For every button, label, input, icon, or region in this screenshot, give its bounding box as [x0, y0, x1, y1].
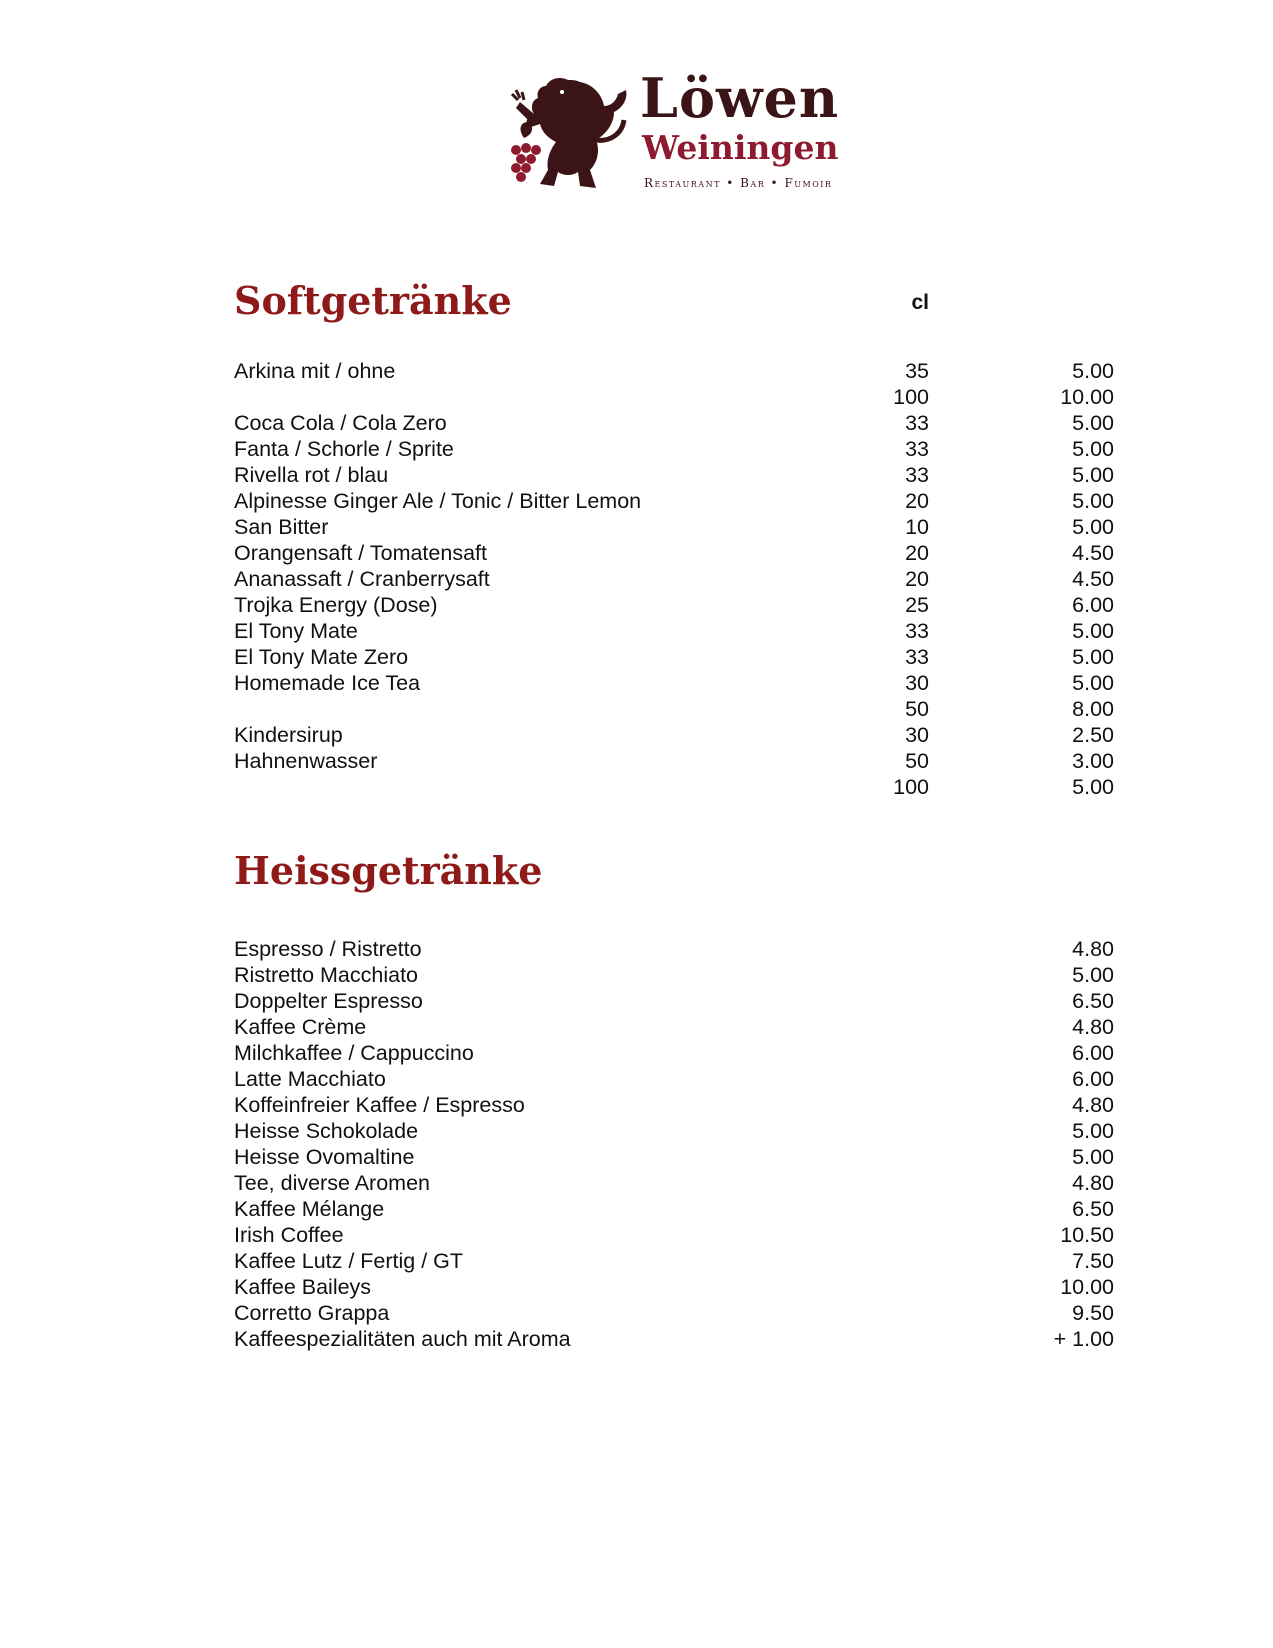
menu-row — [234, 1248, 1114, 1274]
item-name: Ristretto Macchiato — [234, 963, 419, 987]
item-price: 4.80 — [1072, 1171, 1114, 1195]
item-price: 3.00 — [1072, 749, 1114, 773]
menu-row — [234, 1170, 1114, 1196]
item-name: Irish Coffee — [234, 1223, 344, 1247]
item-price: 4.50 — [1072, 541, 1114, 565]
item-price: + 1.00 — [1053, 1327, 1114, 1351]
item-name: San Bitter — [234, 515, 329, 539]
menu-row — [234, 644, 1114, 670]
item-price: 6.50 — [1072, 1197, 1114, 1221]
item-name: Tee, diverse Aromen — [234, 1171, 430, 1195]
item-name: Alpinesse Ginger Ale / Tonic / Bitter Lemon — [234, 489, 642, 513]
item-size: 20 — [905, 541, 929, 565]
menu-row — [234, 618, 1114, 644]
item-price: 7.50 — [1072, 1249, 1114, 1273]
logo-subtitle: Weiningen — [642, 128, 839, 167]
item-size: 33 — [905, 619, 929, 643]
item-price: 4.80 — [1072, 1093, 1114, 1117]
menu-row — [234, 358, 1114, 384]
item-name: Milchkaffee / Cappuccino — [234, 1041, 474, 1065]
item-name: El Tony Mate Zero — [234, 645, 409, 669]
item-name: Kaffee Crème — [234, 1015, 367, 1039]
menu-row — [234, 514, 1114, 540]
item-size: 33 — [905, 645, 929, 669]
item-price: 5.00 — [1072, 489, 1114, 513]
item-price: 5.00 — [1072, 515, 1114, 539]
item-size: 100 — [893, 775, 929, 799]
item-size: 35 — [905, 359, 929, 383]
menu-row — [234, 1196, 1114, 1222]
item-size: 33 — [905, 437, 929, 461]
item-name: Homemade Ice Tea — [234, 671, 421, 695]
item-name: Koffeinfreier Kaffee / Espresso — [234, 1093, 525, 1117]
item-name: Kaffee Baileys — [234, 1275, 372, 1299]
item-price: 8.00 — [1072, 697, 1114, 721]
menu-row — [234, 1326, 1114, 1352]
item-price: 6.50 — [1072, 989, 1114, 1013]
item-price: 5.00 — [1072, 1145, 1114, 1169]
item-price: 5.00 — [1072, 963, 1114, 987]
menu-row — [234, 436, 1114, 462]
item-size: 20 — [905, 567, 929, 591]
item-price: 5.00 — [1072, 411, 1114, 435]
item-name: Doppelter Espresso — [234, 989, 423, 1013]
menu-row — [234, 1300, 1114, 1326]
item-price: 5.00 — [1072, 671, 1114, 695]
item-name: Kindersirup — [234, 723, 343, 747]
menu-row — [234, 462, 1114, 488]
softdrinks-section — [234, 276, 1114, 800]
restaurant-logo — [510, 66, 840, 197]
menu-row — [234, 566, 1114, 592]
item-size: 10 — [905, 515, 929, 539]
item-name: Kaffee Mélange — [234, 1197, 385, 1221]
item-price: 5.00 — [1072, 359, 1114, 383]
item-price: 6.00 — [1072, 593, 1114, 617]
item-price: 10.50 — [1060, 1223, 1114, 1247]
menu-row — [234, 488, 1114, 514]
unit-header: cl — [911, 291, 929, 314]
item-size: 100 — [893, 385, 929, 409]
item-price: 2.50 — [1072, 723, 1114, 747]
item-price: 4.50 — [1072, 567, 1114, 591]
menu-row — [234, 592, 1114, 618]
menu-row — [234, 748, 1114, 774]
item-name: Heisse Ovomaltine — [234, 1145, 415, 1169]
item-name: Corretto Grappa — [234, 1301, 390, 1325]
hot-drinks-list — [234, 936, 1114, 1352]
menu-row — [234, 936, 1114, 962]
item-name: Espresso / Ristretto — [234, 937, 422, 961]
softdrinks-list — [234, 358, 1114, 800]
item-size: 33 — [905, 411, 929, 435]
menu-row — [234, 988, 1114, 1014]
item-price: 5.00 — [1072, 645, 1114, 669]
menu-row — [234, 696, 1114, 722]
menu-row — [234, 670, 1114, 696]
menu-row — [234, 1274, 1114, 1300]
item-price: 4.80 — [1072, 937, 1114, 961]
section-header — [234, 276, 1114, 326]
logo-tagline: Restaurant • Bar • Fumoir — [644, 176, 833, 190]
section-title: Softgetränke — [234, 278, 512, 323]
menu-row — [234, 774, 1114, 800]
item-size: 20 — [905, 489, 929, 513]
menu-row — [234, 1144, 1114, 1170]
item-name: Orangensaft / Tomatensaft — [234, 541, 487, 565]
item-name: Ananassaft / Cranberrysaft — [234, 567, 490, 591]
item-price: 10.00 — [1060, 385, 1114, 409]
item-name: Trojka Energy (Dose) — [234, 593, 438, 617]
item-price: 10.00 — [1060, 1275, 1114, 1299]
menu-row — [234, 384, 1114, 410]
item-price: 6.00 — [1072, 1041, 1114, 1065]
section-title: Heissgetränke — [234, 848, 543, 893]
menu-row — [234, 1222, 1114, 1248]
item-price: 4.80 — [1072, 1015, 1114, 1039]
item-name: Arkina mit / ohne — [234, 359, 396, 383]
menu-row — [234, 1066, 1114, 1092]
menu-row — [234, 540, 1114, 566]
item-price: 6.00 — [1072, 1067, 1114, 1091]
item-price: 5.00 — [1072, 1119, 1114, 1143]
logo-title: Löwen — [640, 66, 840, 130]
menu-row — [234, 1040, 1114, 1066]
item-price: 5.00 — [1072, 463, 1114, 487]
item-size: 33 — [905, 463, 929, 487]
item-price: 5.00 — [1072, 619, 1114, 643]
menu-row — [234, 410, 1114, 436]
item-price: 9.50 — [1072, 1301, 1114, 1325]
lion-with-grapes-icon — [510, 72, 635, 194]
item-name: Kaffee Lutz / Fertig / GT — [234, 1249, 464, 1273]
menu-row — [234, 1118, 1114, 1144]
hot-drinks-section — [234, 846, 1114, 1352]
menu-row — [234, 962, 1114, 988]
item-price: 5.00 — [1072, 437, 1114, 461]
section-header — [234, 846, 1114, 896]
menu-row — [234, 1014, 1114, 1040]
item-size: 30 — [905, 671, 929, 695]
item-name: Latte Macchiato — [234, 1067, 386, 1091]
menu-row — [234, 1092, 1114, 1118]
item-size: 30 — [905, 723, 929, 747]
item-name: Hahnenwasser — [234, 749, 378, 773]
item-name: Heisse Schokolade — [234, 1119, 419, 1143]
item-size: 25 — [905, 593, 929, 617]
item-name: Rivella rot / blau — [234, 463, 389, 487]
item-price: 5.00 — [1072, 775, 1114, 799]
menu-row — [234, 722, 1114, 748]
item-name: Coca Cola / Cola Zero — [234, 411, 447, 435]
item-name: Fanta / Schorle / Sprite — [234, 437, 454, 461]
item-size: 50 — [905, 697, 929, 721]
item-size: 50 — [905, 749, 929, 773]
item-name: Kaffeespezialitäten auch mit Aroma — [234, 1327, 571, 1351]
item-name: El Tony Mate — [234, 619, 358, 643]
